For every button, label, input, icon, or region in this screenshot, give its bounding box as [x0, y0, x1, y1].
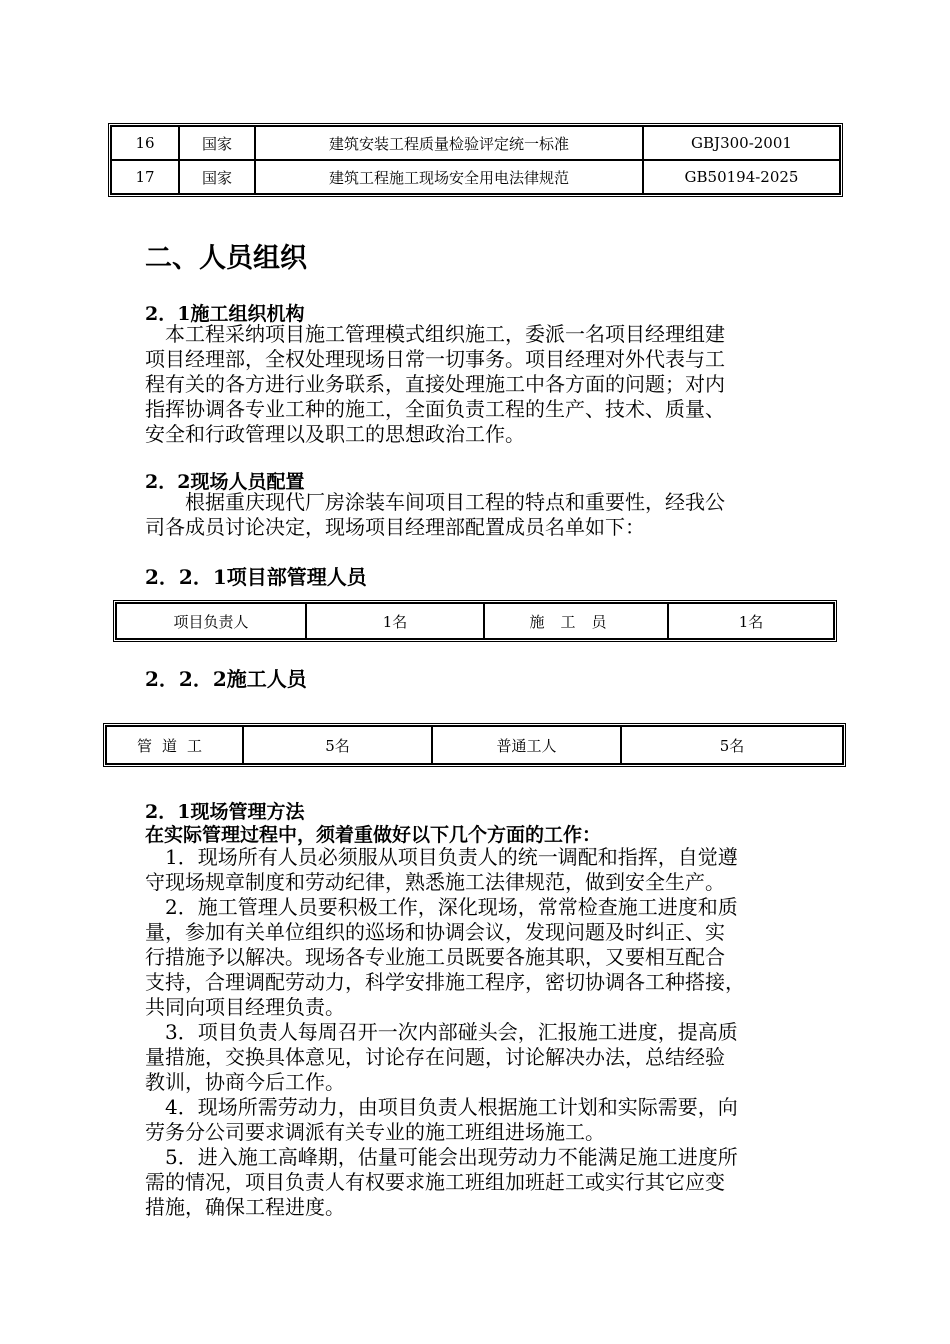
- paragraph-line: 3．项目负责人每周召开一次内部碰头会，汇报施工进度，提高质: [145, 1020, 738, 1044]
- row-standard-code: GB50194-2025: [643, 160, 840, 194]
- management-intro: 在实际管理过程中，须着重做好以下几个方面的工作：: [145, 824, 602, 846]
- subsection-title-management-method: 2．1现场管理方法: [145, 801, 305, 823]
- row-level: 国家: [179, 126, 255, 160]
- paragraph-line: 共同向项目经理负责。: [145, 995, 345, 1019]
- standards-table: [108, 123, 843, 197]
- paragraph-2-2: [145, 490, 825, 540]
- paragraph-line: 支持，合理调配劳动力，科学安排施工程序，密切协调各工种搭接，: [145, 970, 745, 994]
- paragraph-2-1: [145, 322, 825, 447]
- row-standard-name: 建筑安装工程质量检验评定统一标准: [255, 126, 643, 160]
- section-title: 二、人员组织: [145, 243, 307, 274]
- paragraph-line: 1．现场所有人员必须服从项目负责人的统一调配和指挥，自觉遵: [145, 845, 738, 869]
- role-construction-officer: 施工员: [484, 603, 668, 639]
- paragraph-management-method: [145, 845, 825, 1220]
- paragraph-line: 量，参加有关单位组织的巡场和协调会议，发现问题及时纠正、实: [145, 920, 725, 944]
- count-project-leader: 1名: [306, 603, 484, 639]
- paragraph-line: 劳务分公司要求调派有关专业的施工班组进场施工。: [145, 1120, 605, 1144]
- role-pipe-worker: 管道工: [106, 726, 243, 764]
- table-row: [111, 126, 840, 160]
- paragraph-line: 措施，确保工程进度。: [145, 1195, 345, 1219]
- paragraph-line: 根据重庆现代厂房涂装车间项目工程的特点和重要性，经我公: [145, 490, 725, 514]
- paragraph-line: 指挥协调各专业工种的施工，全面负责工程的生产、技术、质量、: [145, 397, 725, 421]
- row-number: 17: [111, 160, 179, 194]
- management-staff-table: [113, 600, 837, 642]
- row-number: 16: [111, 126, 179, 160]
- paragraph-line: 需的情况，项目负责人有权要求施工班组加班赶工或实行其它应变: [145, 1170, 725, 1194]
- table-row: [111, 160, 840, 194]
- paragraph-line: 教训，协商今后工作。: [145, 1070, 345, 1094]
- paragraph-line: 行措施予以解决。现场各专业施工员既要各施其职，又要相互配合: [145, 945, 725, 969]
- row-standard-name: 建筑工程施工现场安全用电法律规范: [255, 160, 643, 194]
- construction-staff-table: [103, 723, 846, 767]
- role-project-leader: 项目负责人: [116, 603, 306, 639]
- paragraph-line: 2．施工管理人员要积极工作，深化现场，常常检查施工进度和质: [145, 895, 738, 919]
- subsection-title-2-1: 2．1施工组织机构: [145, 303, 305, 325]
- paragraph-line: 程有关的各方进行业务联系，直接处理施工中各方面的问题；对内: [145, 372, 725, 396]
- role-general-worker: 普通工人: [432, 726, 621, 764]
- paragraph-line: 司各成员讨论决定，现场项目经理部配置成员名单如下：: [145, 515, 645, 539]
- paragraph-line: 本工程采纳项目施工管理模式组织施工，委派一名项目经理组建: [145, 322, 725, 346]
- paragraph-line: 量措施，交换具体意见，讨论存在问题，讨论解决办法，总结经验: [145, 1045, 725, 1069]
- paragraph-line: 5．进入施工高峰期，估量可能会出现劳动力不能满足施工进度所: [145, 1145, 738, 1169]
- subsection-title-2-2-1: 2．2．1项目部管理人员: [145, 565, 367, 589]
- subsection-title-2-2: 2．2现场人员配置: [145, 471, 305, 493]
- count-general-worker: 5名: [621, 726, 843, 764]
- table-row: [116, 603, 834, 639]
- paragraph-line: 安全和行政管理以及职工的思想政治工作。: [145, 422, 525, 446]
- row-level: 国家: [179, 160, 255, 194]
- paragraph-line: 4．现场所需劳动力，由项目负责人根据施工计划和实际需要，向: [145, 1095, 738, 1119]
- count-construction-officer: 1名: [668, 603, 834, 639]
- paragraph-line: 守现场规章制度和劳动纪律，熟悉施工法律规范，做到安全生产。: [145, 870, 725, 894]
- count-pipe-worker: 5名: [243, 726, 432, 764]
- table-row: [106, 726, 843, 764]
- paragraph-line: 项目经理部，全权处理现场日常一切事务。项目经理对外代表与工: [145, 347, 725, 371]
- subsection-title-2-2-2: 2．2．2施工人员: [145, 667, 307, 691]
- row-standard-code: GBJ300-2001: [643, 126, 840, 160]
